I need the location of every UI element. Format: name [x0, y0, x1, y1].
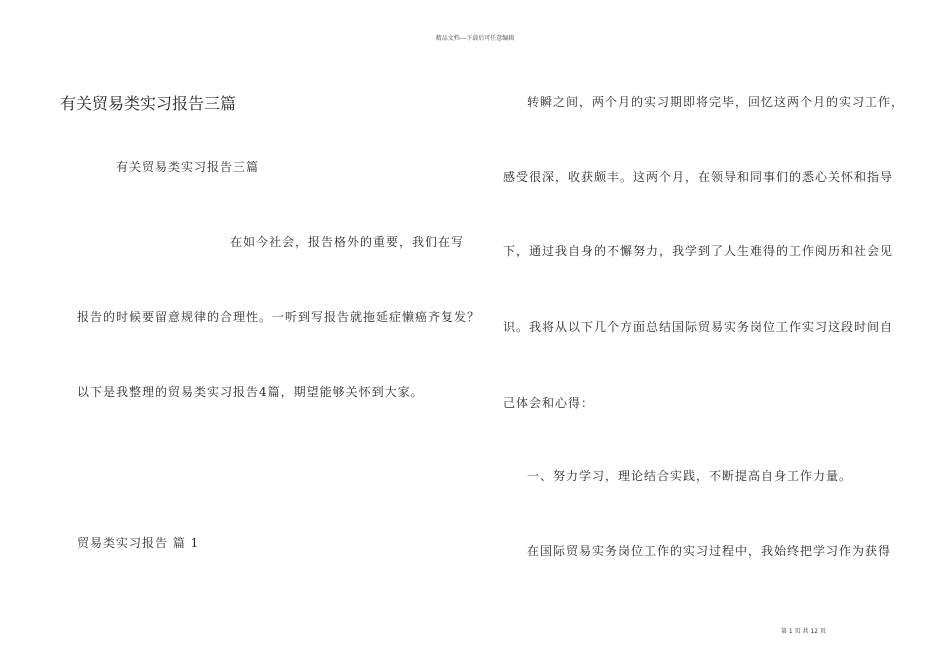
right-paragraph-line-6: 在国际贸易实务岗位工作的实习过程中，我始终把学习作为获得: [527, 544, 892, 558]
left-paragraph-line-3: 以下是我整理的贸易类实习报告4篇，期望能够关怀到大家。: [77, 385, 424, 399]
document-title: 有关贸易类实习报告三篇: [60, 94, 237, 113]
left-subtitle: 有关贸易类实习报告三篇: [116, 160, 260, 174]
right-paragraph-line-4: 识。我将从以下几个方面总结国际贸易实务岗位工作实习这段时间自: [503, 320, 894, 334]
left-section-heading: 贸易类实习报告 篇 1: [77, 536, 200, 550]
right-paragraph-line-2: 感受很深，收获颇丰。这两个月，在领导和同事们的悉心关怀和指导: [503, 170, 894, 184]
right-paragraph-line-1: 转瞬之间，两个月的实习期即将完毕，回忆这两个月的实习工作，: [527, 95, 905, 109]
right-section-heading: 一、努力学习，理论结合实践，不断提高自身工作力量。: [527, 469, 853, 483]
right-paragraph-line-3: 下，通过我自身的不懈努力，我学到了人生难得的工作阅历和社会见: [503, 244, 894, 258]
page-header: 精品文档---下载后可任意编辑: [435, 35, 515, 42]
right-paragraph-line-5: 己体会和心得：: [503, 396, 595, 410]
left-paragraph-line-2: 报告的时候要留意规律的合理性。一听到写报告就拖延症懒癌齐复发？: [77, 310, 481, 324]
left-paragraph-line-1: 在如今社会，报告格外的重要，我们在写: [230, 235, 465, 249]
page-number: 第 1 页 共 12 页: [781, 628, 826, 635]
